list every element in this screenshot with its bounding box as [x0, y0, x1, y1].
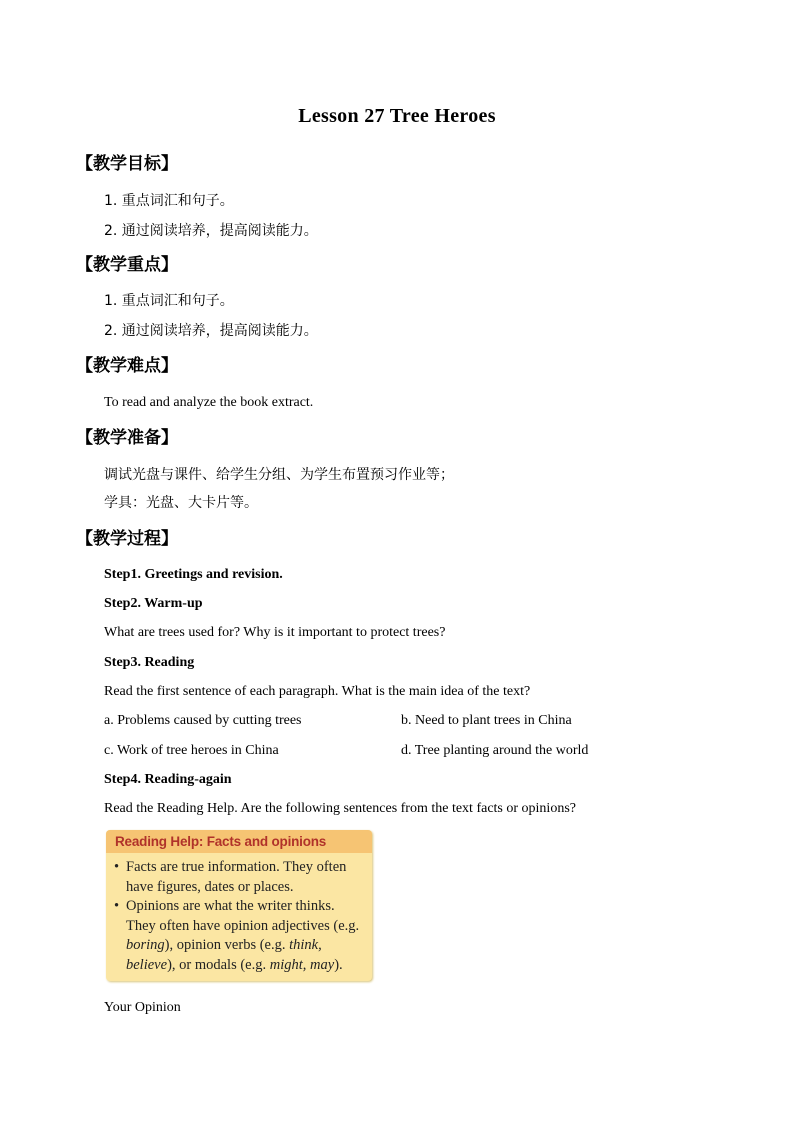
reading-help-bullet-facts: • Facts are true information. They often have figures, dates or places.	[114, 858, 366, 897]
key-points-heading: 【教学重点】	[76, 255, 178, 275]
preparation-heading: 【教学准备】	[76, 428, 178, 448]
key-points-item-1: 1. 重点词汇和句子。	[104, 293, 234, 309]
page-title: Lesson 27 Tree Heroes	[298, 105, 496, 127]
goals-heading: 【教学目标】	[76, 154, 178, 174]
difficulties-heading: 【教学难点】	[76, 356, 178, 376]
process-heading: 【教学过程】	[76, 529, 178, 549]
goals-item-2: 2. 通过阅读培养，提高阅读能力。	[104, 223, 318, 239]
step2-text: What are trees used for? Why is it important to protect trees?	[104, 625, 446, 640]
difficulties-text: To read and analyze the book extract.	[104, 395, 314, 410]
option-c: c. Work of tree heroes in China	[104, 743, 279, 758]
your-opinion-label: Your Opinion	[104, 1000, 181, 1015]
option-a: a. Problems caused by cutting trees	[104, 713, 302, 728]
step4-text: Read the Reading Help. Are the following sentences from the text facts or opinions?	[104, 801, 576, 816]
step3-text: Read the first sentence of each paragraph. What is the main idea of the text?	[104, 684, 531, 699]
preparation-item-1: 调试光盘与课件、给学生分组、为学生布置预习作业等；	[104, 467, 454, 483]
preparation-item-2: 学具：光盘、大卡片等。	[104, 495, 258, 511]
reading-help-body	[106, 853, 372, 975]
step1-label: Step1. Greetings and revision.	[104, 567, 283, 582]
step2-label: Step2. Warm-up	[104, 596, 203, 611]
reading-help-box	[106, 830, 372, 981]
reading-help-bullet-opinions: • Opinions are what the writer thinks. They often have opinion adjectives (e.g. boring), opinion verbs (e.g. think, believe), or modals (e.g. might, may).	[114, 897, 366, 975]
step4-label: Step4. Reading-again	[104, 772, 232, 787]
option-b: b. Need to plant trees in China	[401, 713, 572, 728]
key-points-item-2: 2. 通过阅读培养，提高阅读能力。	[104, 323, 318, 339]
option-d: d. Tree planting around the world	[401, 743, 589, 758]
goals-item-1: 1. 重点词汇和句子。	[104, 193, 234, 209]
reading-help-header: Reading Help: Facts and opinions	[106, 830, 372, 853]
step3-label: Step3. Reading	[104, 655, 195, 670]
